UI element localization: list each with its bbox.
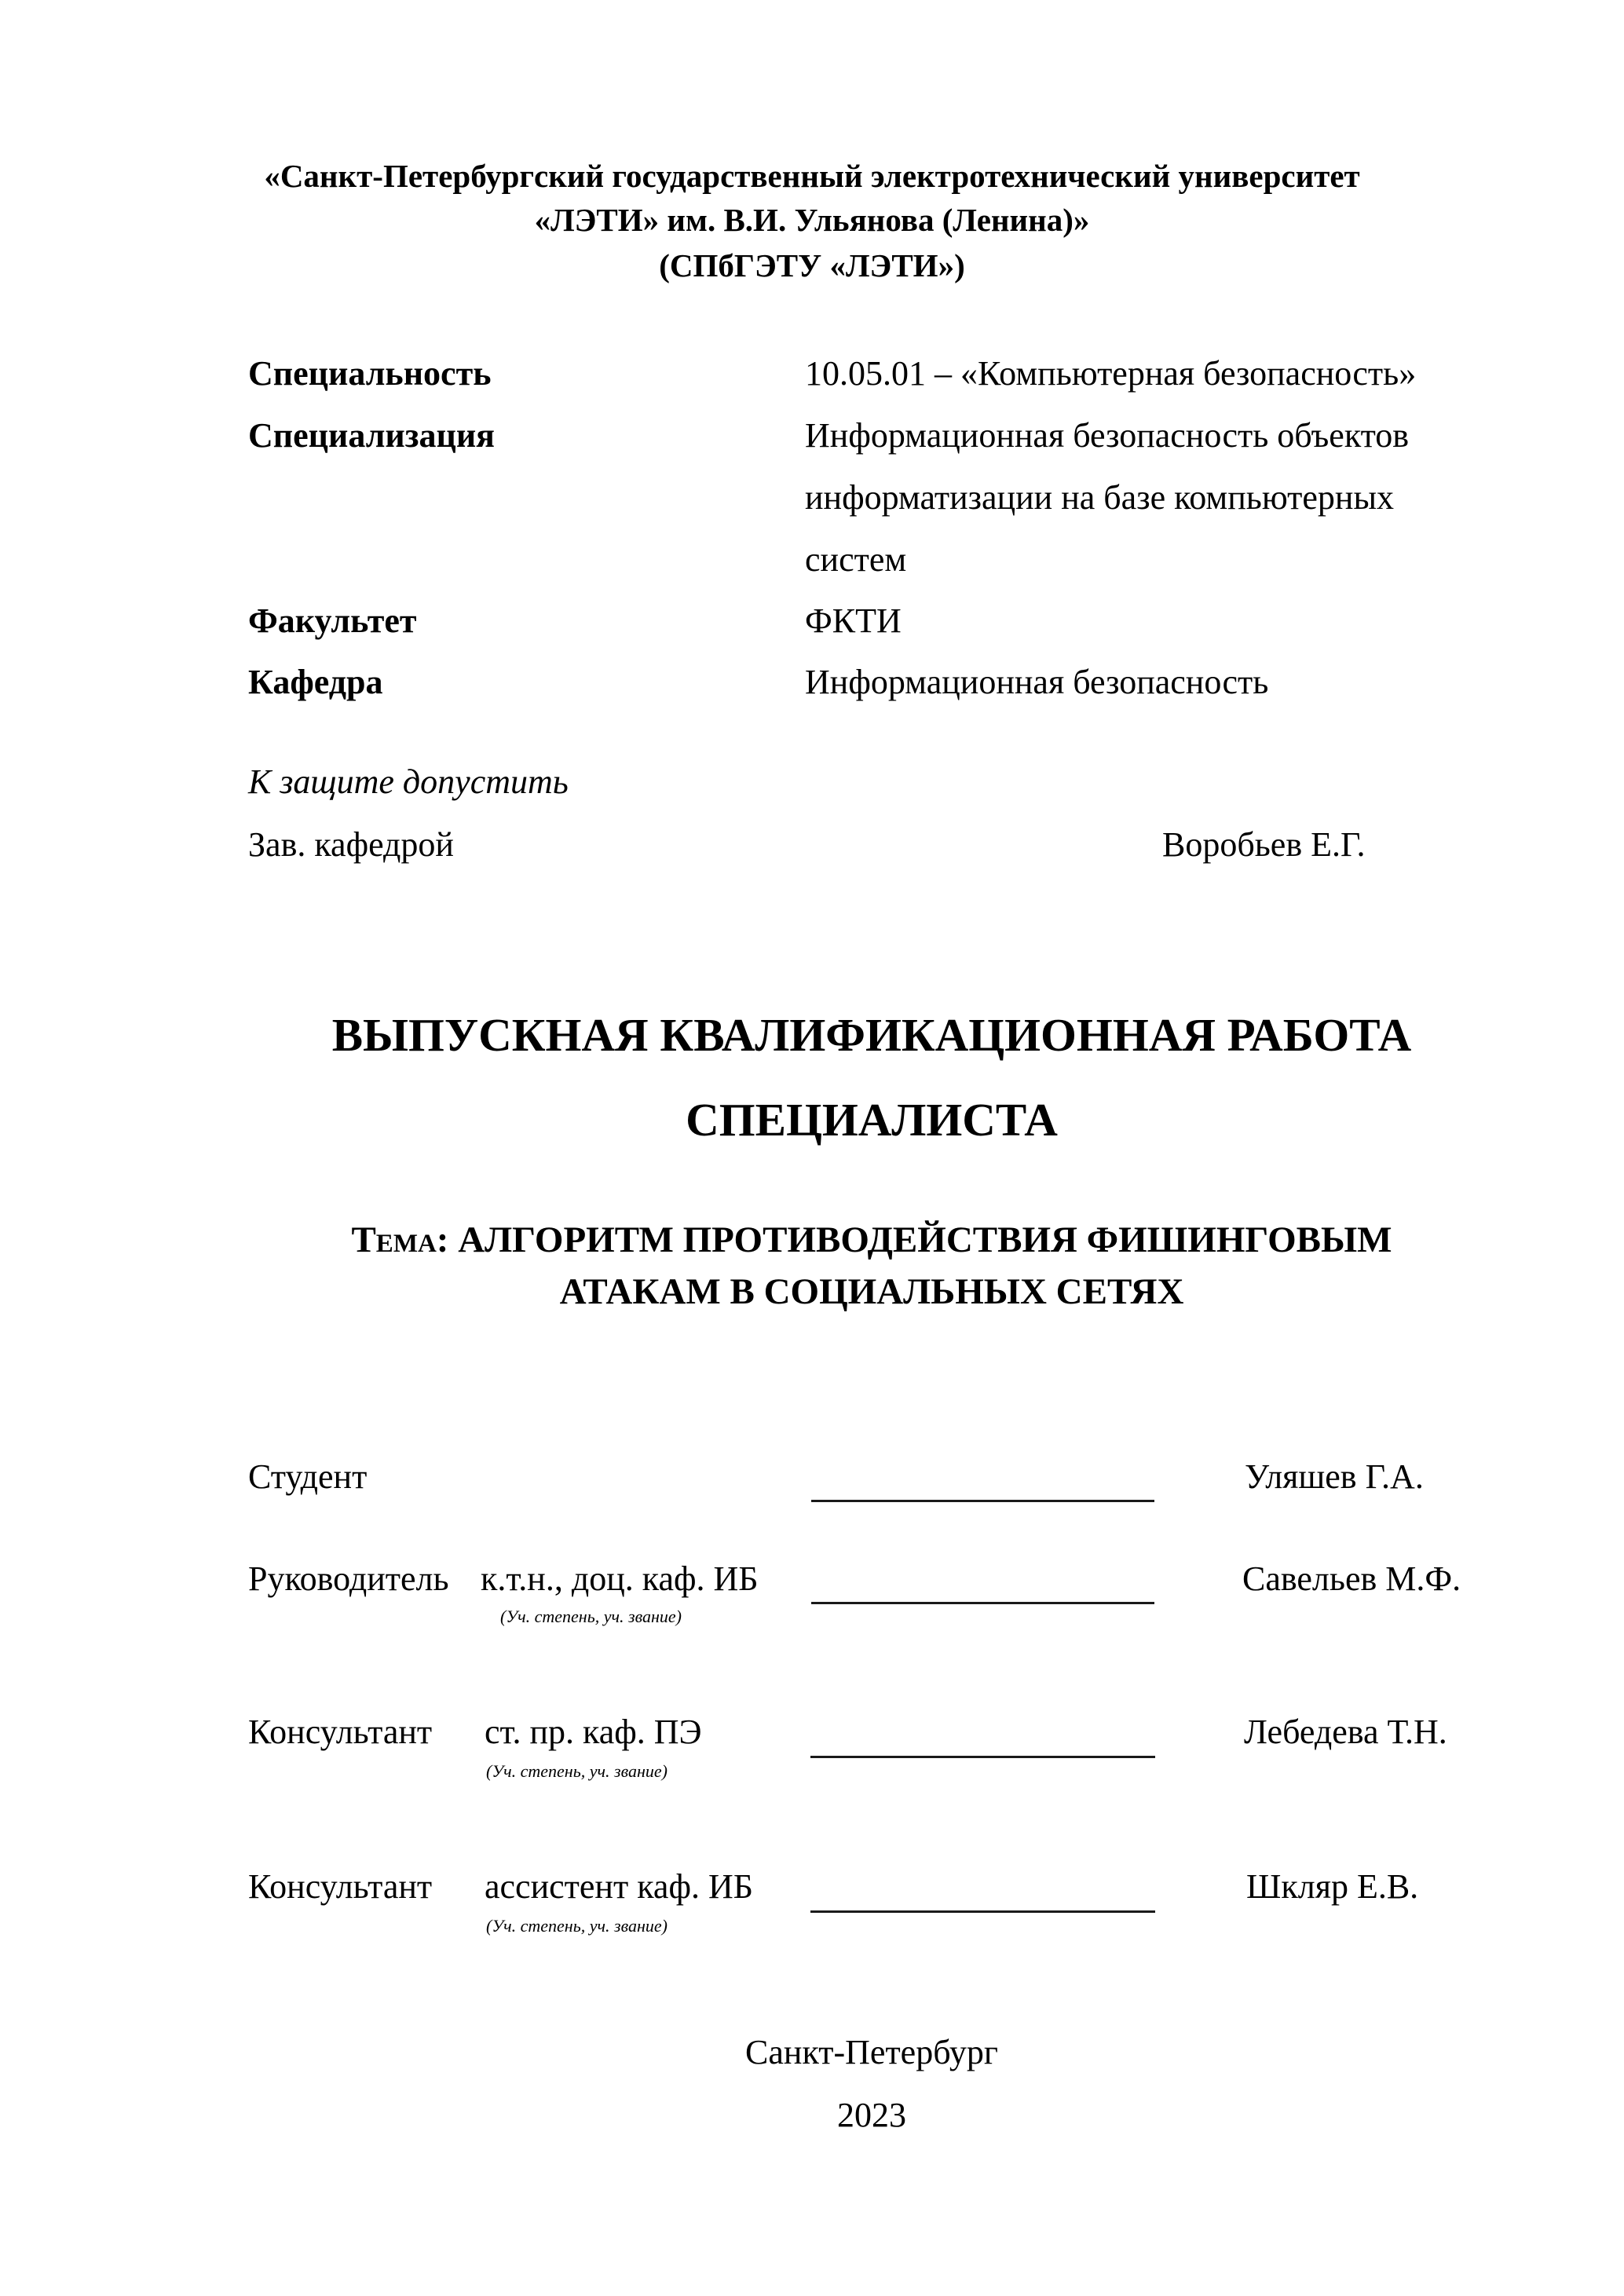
document-title-line1: ВЫПУСКНАЯ КВАЛИФИКАЦИОННАЯ РАБОТА (331, 1009, 1412, 1061)
specialization-value-line2: информатизации на базе компьютерных (805, 478, 1395, 517)
admit-to-defense-text: К защите допустить (248, 762, 569, 801)
consultant1-degree-hint: (Уч. степень, уч. звание) (486, 1761, 668, 1781)
consultant1-signature-line (810, 1756, 1155, 1758)
topic-line1 (0, 1219, 1624, 1261)
consultant2-position: ассистент каф. ИБ (485, 1867, 753, 1906)
specialty-value: 10.05.01 – «Компьютерная безопасность» (805, 354, 1417, 393)
consultant2-name: Шкляр Е.В. (1246, 1867, 1419, 1906)
supervisor-name: Савельев М.Ф. (1242, 1559, 1461, 1598)
department-label: Кафедра (248, 663, 383, 701)
student-name: Уляшев Г.А. (1245, 1457, 1424, 1496)
city: Санкт-Петербург (745, 2033, 998, 2071)
supervisor-degree-hint: (Уч. степень, уч. звание) (500, 1607, 682, 1626)
year: 2023 (837, 2096, 906, 2134)
head-of-department-name: Воробьев Е.Г. (1162, 825, 1366, 864)
student-role: Студент (248, 1457, 368, 1496)
consultant2-degree-hint: (Уч. степень, уч. звание) (486, 1916, 668, 1936)
consultant1-position: ст. пр. каф. ПЭ (485, 1713, 702, 1751)
specialization-value-line1: Информационная безопасность объектов (805, 416, 1410, 455)
student-signature-line (811, 1500, 1154, 1502)
specialization-label: Специализация (248, 416, 495, 455)
department-value: Информационная безопасность (805, 663, 1269, 701)
consultant2-signature-line (810, 1910, 1155, 1913)
university-name-line2: «ЛЭТИ» им. В.И. Ульянова (Ленина)» (534, 202, 1090, 238)
specialization-value-line3: систем (805, 540, 907, 579)
topic-prefix: Тема: (351, 1219, 449, 1260)
topic-text-line1: АЛГОРИТМ ПРОТИВОДЕЙСТВИЯ ФИШИНГОВЫМ (458, 1219, 1392, 1260)
consultant2-role: Консультант (248, 1867, 433, 1906)
supervisor-role: Руководитель (248, 1559, 449, 1598)
faculty-value: ФКТИ (805, 601, 902, 640)
consultant1-name: Лебедева Т.Н. (1244, 1713, 1447, 1751)
university-abbreviation: (СПбГЭТУ «ЛЭТИ») (659, 247, 965, 283)
document-title-line2: СПЕЦИАЛИСТА (686, 1094, 1058, 1146)
university-name-line1: «Санкт-Петербургский государственный электротехнический университет (264, 158, 1360, 194)
topic-text-line2: АТАКАМ В СОЦИАЛЬНЫХ СЕТЯХ (559, 1271, 1184, 1312)
consultant1-role: Консультант (248, 1713, 433, 1751)
supervisor-position: к.т.н., доц. каф. ИБ (481, 1559, 759, 1598)
specialty-label: Специальность (248, 354, 492, 393)
faculty-label: Факультет (248, 601, 417, 640)
head-of-department-label: Зав. кафедрой (248, 825, 454, 864)
supervisor-signature-line (811, 1602, 1154, 1604)
